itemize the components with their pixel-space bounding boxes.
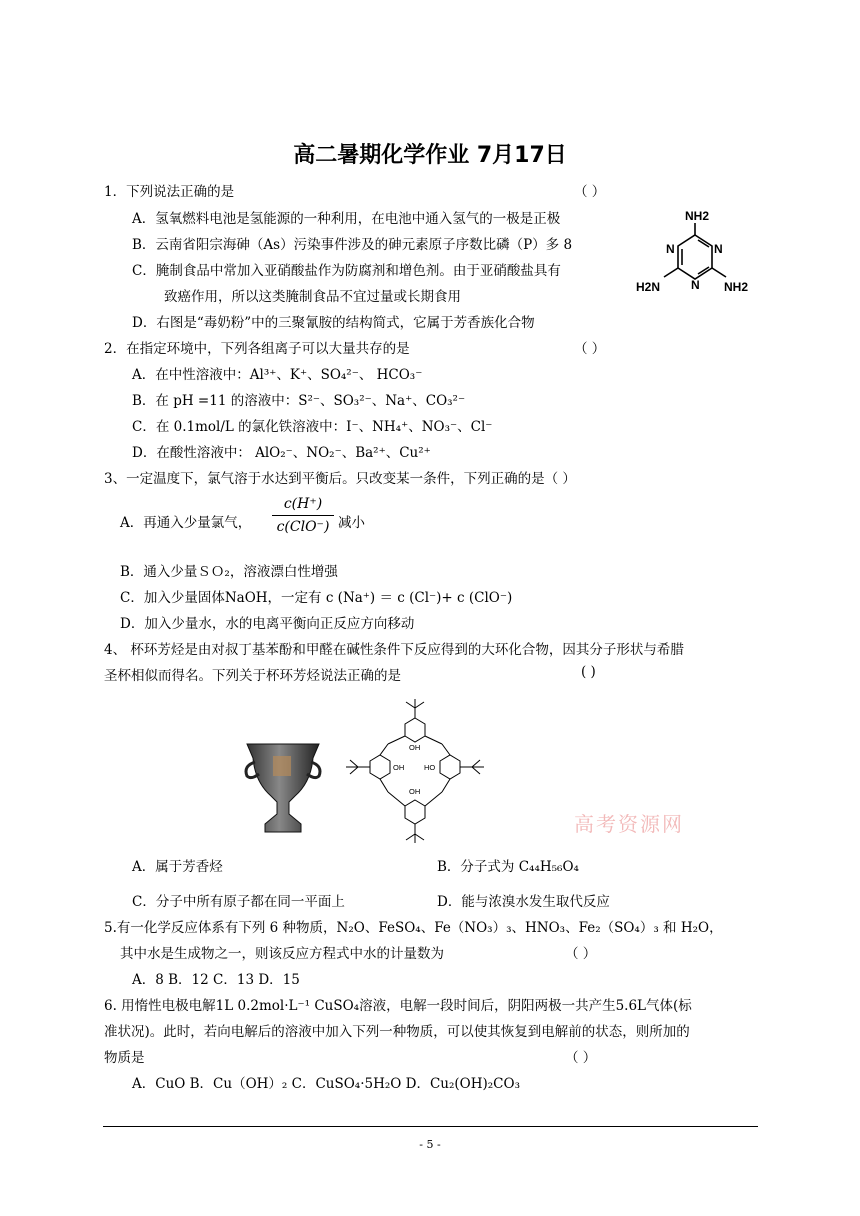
q4-answer-paren: ( )	[581, 664, 596, 680]
mol-label: NH2	[724, 280, 749, 294]
q4-stem-line2: 圣杯相似而得名。下列关于杯环芳烃说法正确的是	[104, 668, 401, 684]
q1-option-d: D．右图是“毒奶粉”中的三聚氰胺的结构简式，它属于芳香族化合物	[132, 315, 535, 331]
q3-option-a-suffix: 减小	[338, 515, 365, 531]
q6-options: A．CuO B．Cu（OH）₂ C．CuSO₄·5H₂O D．Cu₂(OH)₂CO₃	[132, 1076, 520, 1092]
q3-option-a: A．再通入少量氯气，	[120, 515, 252, 531]
q1-option-c: C．腌制食品中常加入亚硝酸盐作为防腐剂和增色剂。由于亚硝酸盐具有	[132, 263, 561, 279]
q4-option-a: A．属于芳香烃	[132, 859, 223, 875]
q3-option-b: B．通入少量ＳＯ₂，溶液漂白性增强	[120, 564, 338, 580]
q4-stem-line1: 4、 杯环芳烃是由对叔丁基苯酚和甲醛在碱性条件下反应得到的大环化合物，因其分子形状与希腊	[104, 642, 684, 658]
q1-option-a: A．氢氧燃料电池是氢能源的一种利用，在电池中通入氢气的一极是正极	[132, 211, 561, 227]
q2-option-c: C．在 0.1mol/L 的氯化铁溶液中：Ⅰ⁻、NH₄⁺、NO₃⁻、Cl⁻	[132, 419, 493, 435]
calixarene-structure-image	[340, 696, 490, 846]
q4-option-d: D．能与浓溴水发生取代反应	[437, 894, 610, 910]
q6-answer-paren: （ ）	[565, 1050, 597, 1066]
mol-label: N	[691, 278, 700, 292]
q3-fraction	[272, 496, 334, 535]
q1-answer-paren: （ ）	[574, 184, 606, 200]
q1-option-b: B．云南省阳宗海砷（As）污染事件涉及的砷元素原子序数比磷（P）多 8	[132, 237, 573, 253]
holy-grail-vase-image	[243, 740, 323, 838]
q4-option-b: B．分子式为 C₄₄H₅₆O₄	[437, 859, 579, 875]
q2-answer-paren: （ ）	[574, 341, 606, 357]
mol-label: N	[666, 242, 675, 256]
oh-label: OH	[409, 787, 421, 796]
page-number: - 5 -	[419, 1138, 441, 1151]
oh-label: OH	[409, 743, 421, 752]
q5-options: A．8 B．12 C．13 D．15	[132, 972, 300, 988]
mol-label: NH2	[685, 209, 710, 223]
oh-label: OH	[393, 763, 405, 772]
q5-stem-line2: 其中水是生成物之一，则该反应方程式中水的计量数为	[120, 946, 444, 962]
q4-option-c: C．分子中所有原子都在同一平面上	[132, 894, 345, 910]
fraction-denominator: c(ClO⁻)	[276, 519, 330, 535]
mol-label: H2N	[636, 280, 661, 294]
q3-option-c: C．加入少量固体NaOH，一定有 c (Na⁺) ＝ c (Cl⁻)+ c (ClO⁻)	[120, 590, 513, 606]
q6-stem-line2: 准状况)。此时，若向电解后的溶液中加入下列一种物质，可以使其恢复到电解前的状态，则所加的	[104, 1024, 690, 1040]
q3-stem: 3、一定温度下，氯气溶于水达到平衡后。只改变某一条件，下列正确的是（ ）	[104, 471, 576, 487]
q6-stem-line1: 6. 用惰性电极电解1L 0.2mol·L⁻¹ CuSO₄溶液，电解一段时间后，阴阳两极一共产生5.6L气体(标	[104, 998, 692, 1014]
q3-option-d: D．加入少量水，水的电离平衡向正反应方向移动	[120, 616, 415, 632]
q6-stem-line3: 物质是	[104, 1050, 145, 1066]
q1-option-c-cont: 致癌作用，所以这类腌制食品不宜过量或长期食用	[164, 289, 461, 305]
page-title: 高二暑期化学作业 7月17日	[293, 143, 567, 168]
watermark-stamp: 高考资源网	[574, 812, 684, 836]
q5-answer-paren: （ ）	[565, 946, 597, 962]
q2-stem: 2．在指定环境中，下列各组离子可以大量共存的是	[104, 341, 410, 357]
fraction-numerator: c(H⁺)	[283, 496, 323, 512]
mol-label: N	[714, 242, 723, 256]
footer-rule	[103, 1126, 758, 1127]
q5-stem-line1: 5.有一化学反应体系有下列 6 种物质，N₂O、FeSO₄、Fe（NO₃）₃、HNO₃、Fe₂（SO₄）₃ 和 H₂O，	[104, 920, 723, 936]
melamine-structure-image	[630, 205, 760, 310]
q2-option-d: D．在酸性溶液中： AlO₂⁻、NO₂⁻、Ba²⁺、Cu²⁺	[132, 445, 431, 461]
oh-label: HO	[424, 763, 436, 772]
q2-option-b: B．在 pH =11 的溶液中：S²⁻、SO₃²⁻、Na⁺、CO₃²⁻	[132, 393, 466, 409]
q2-option-a: A．在中性溶液中：Al³⁺、K⁺、SO₄²⁻、 HCO₃⁻	[132, 367, 423, 383]
q1-stem: 1．下列说法正确的是	[104, 184, 235, 200]
